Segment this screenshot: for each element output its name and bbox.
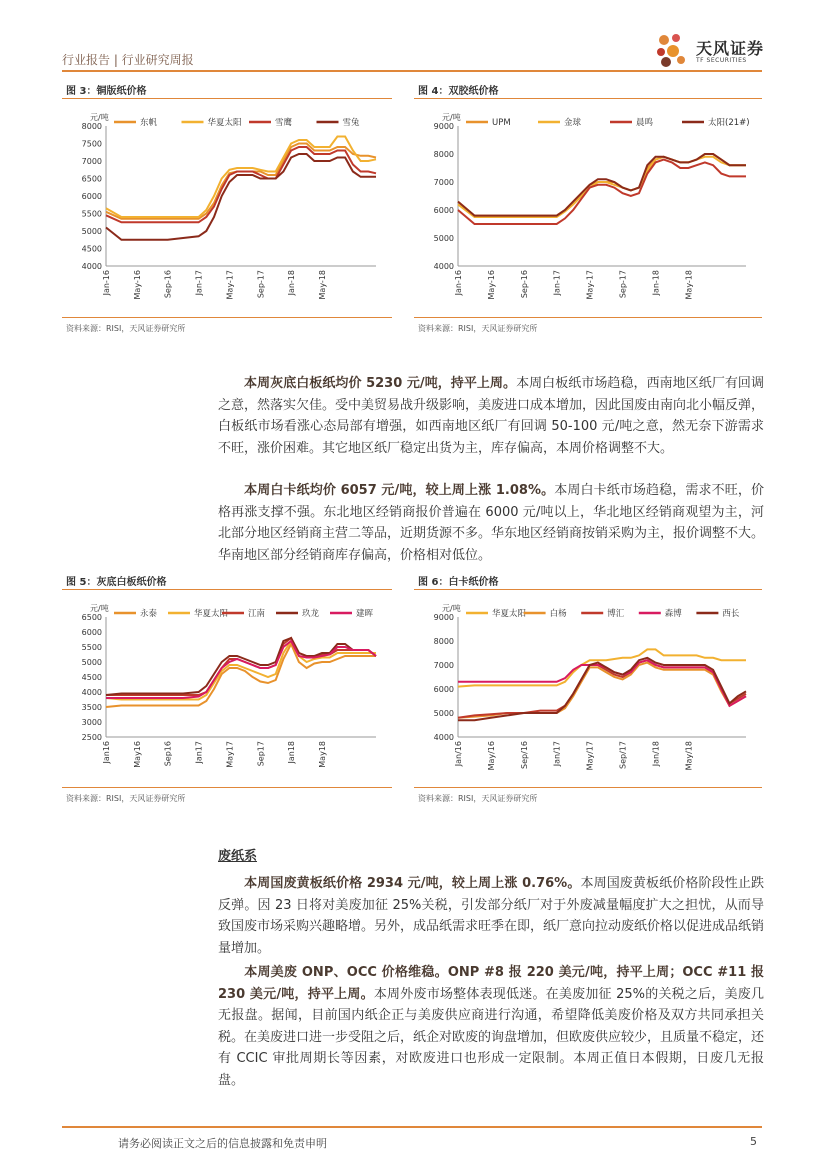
x-tick-label: May-18	[318, 270, 327, 300]
x-tick-label: May18	[318, 741, 327, 768]
footer-disclaimer: 请务必阅读正文之后的信息披露和免责申明	[118, 1137, 327, 1150]
figure-5-rule	[62, 589, 392, 590]
legend-label: 森博	[664, 609, 682, 619]
y-tick-label: 9000	[433, 122, 454, 131]
y-tick-label: 6000	[81, 628, 102, 637]
figure-3-bottom-rule	[62, 317, 392, 318]
y-tick-label: 5000	[81, 227, 102, 236]
y-tick-label: 8000	[433, 637, 454, 646]
x-tick-label: Sep17	[256, 741, 266, 767]
legend-label: 晨鸣	[636, 118, 654, 128]
y-tick-label: 7000	[433, 661, 454, 670]
y-tick-label: 6500	[81, 613, 102, 622]
series-line-2	[458, 663, 746, 718]
y-tick-label: 3500	[81, 703, 102, 712]
y-tick-label: 7000	[433, 178, 454, 187]
x-tick-label: May/17	[585, 741, 595, 771]
x-tick-label: May/18	[684, 741, 694, 771]
chart-ivory-board	[414, 595, 762, 785]
y-unit-label: 元/吨	[442, 604, 461, 613]
figure-3-rule	[62, 98, 392, 99]
y-tick-label: 9000	[433, 613, 454, 622]
y-tick-label: 3000	[81, 718, 102, 727]
figure-4-rule	[414, 98, 762, 99]
paragraph-us-waste	[218, 962, 764, 1091]
y-tick-label: 5500	[81, 643, 102, 652]
y-tick-label: 7000	[81, 157, 102, 166]
x-tick-label: May-16	[486, 270, 496, 300]
x-tick-label: Sep16	[163, 741, 173, 767]
chart-offset-paper	[414, 104, 762, 314]
x-tick-label: Sep/17	[618, 741, 628, 769]
legend-label: UPM	[492, 118, 511, 128]
paragraph-body: 本周白卡纸市场趋稳，需求不旺，价格再涨支撑不强。东北地区经销商报价普遍在 6000 元/吨以上，华北地区经销商观望为主，河北部分地区经销商主营二等品，近期货源不多。华东地区经销商按销采购为主，报价调整不大。华南地区部分经销商库存偏高，价格相对低位。	[218, 483, 765, 563]
x-tick-label: May-16	[132, 270, 142, 300]
y-unit-label: 元/吨	[90, 113, 109, 122]
legend-label: 金球	[564, 118, 582, 128]
legend-label: 江南	[248, 609, 266, 619]
x-tick-label: Jan-17	[552, 270, 562, 296]
logo-subtitle: TF SECURITIES	[696, 57, 747, 64]
legend-label: 东帆	[140, 118, 158, 128]
header-rule	[62, 70, 762, 72]
legend-label: 玖龙	[302, 609, 320, 619]
report-type: 行业报告 | 行业研究周报	[62, 53, 194, 67]
paragraph-body: 本周白板纸市场趋稳，西南地区纸厂有回调之意，然落实欠佳。受中美贸易战升级影响，美废进口成本增加，因此国废由南向北小幅反弹，白板纸市场看涨心态局部有增强，如西南地区纸厂有回调 50-100 元/吨之意，然无奈下游需求不旺，涨价困难。其它地区纸厂稳定出货为主，库存偏高，本周价格调整不大。	[218, 376, 765, 456]
y-tick-label: 6000	[433, 685, 454, 694]
series-line-2	[458, 157, 746, 217]
y-tick-label: 6000	[81, 192, 102, 201]
x-tick-label: Jan18	[287, 741, 297, 764]
x-tick-label: May-18	[684, 270, 694, 300]
paragraph-lead: 本周国废黄板纸价格 2934 元/吨，较上周上涨 0.76%。	[244, 876, 581, 891]
y-tick-label: 6500	[81, 174, 102, 184]
y-tick-label: 5000	[433, 709, 454, 718]
x-tick-label: May16	[132, 741, 142, 768]
paragraph-lead: 本周美废 ONP、OCC 价格维稳。ONP #8 报 220 美元/吨，持平上周；OCC #11 报 230 美元/吨，持平上周。	[218, 965, 764, 1002]
legend-label: 太阳(21#)	[708, 118, 750, 128]
x-tick-label: May17	[225, 741, 235, 768]
paragraph-ivory-board	[218, 480, 764, 566]
y-tick-label: 8000	[433, 150, 454, 159]
paragraph-domestic-waste	[218, 873, 764, 959]
figure-3-title: 图 3：铜版纸价格	[66, 86, 147, 97]
y-tick-label: 4000	[81, 688, 102, 697]
figure-4-source: 资料来源：RISI，天风证券研究所	[418, 324, 538, 333]
figure-4-bottom-rule	[414, 317, 762, 318]
section-heading: 废纸系	[218, 849, 258, 864]
y-tick-label: 4000	[433, 262, 454, 271]
series-line-4	[106, 154, 376, 240]
chart-grey-white-board	[62, 595, 392, 785]
x-tick-label: Jan-16	[454, 270, 463, 296]
x-tick-label: Sep-16	[519, 270, 529, 299]
figure-5-title: 图 5：灰底白板纸价格	[66, 577, 167, 588]
paragraph-body: 本周外废市场整体表现低迷。在美废加征 25%的关税之后，美废几无报盘。据闻，目前国内纸企正与美废供应商进行沟通，希望降低美废价格及双方共同承担关税。在美废进口进一步受阻之后，纸企对欧废的询盘增加，但欧废供应较少，且质量不稳定，还有 CCIC 审批周期长等因素，对欧废进口也形成一定限制。本周正值日本假期，日废几无报盘。	[218, 986, 765, 1088]
y-tick-label: 7500	[81, 139, 102, 149]
x-tick-label: May-17	[585, 270, 595, 300]
y-tick-label: 6000	[433, 206, 454, 215]
x-tick-label: Sep/16	[519, 741, 529, 769]
legend-label: 永泰	[140, 609, 158, 619]
figure-6-source: 资料来源：RISI，天风证券研究所	[418, 794, 538, 803]
figure-5-source: 资料来源：RISI，天风证券研究所	[66, 794, 186, 803]
legend-label: 雪鹰	[275, 118, 293, 128]
legend-label: 华夏太阳	[194, 609, 229, 619]
figure-6-bottom-rule	[414, 787, 762, 788]
y-unit-label: 元/吨	[442, 113, 461, 122]
y-tick-label: 4500	[81, 673, 102, 682]
y-tick-label: 4000	[81, 262, 102, 271]
legend-label: 建晖	[356, 609, 374, 619]
x-tick-label: Jan/18	[651, 741, 661, 767]
tf-logo-icon	[652, 30, 692, 70]
paragraph-body: 本周国废黄板纸价格阶段性止跌反弹。因 23 日将对美废加征 25%关税，引发部分纸厂对于外废减量幅度扩大之担忧，从而导致国废市场采购兴趣略增。另外，成品纸需求旺季在即，纸厂意向拉动废纸价格以促进成品纸销量增加。	[218, 876, 765, 956]
chart-coated-paper	[62, 104, 392, 314]
legend-label: 华夏太阳	[207, 118, 242, 128]
y-tick-label: 5000	[433, 234, 454, 243]
y-tick-label: 4000	[433, 733, 454, 742]
paragraph-whiteboard	[218, 373, 764, 459]
series-line-4	[458, 660, 746, 706]
legend-label: 白杨	[549, 609, 567, 619]
footer-rule	[62, 1126, 762, 1128]
legend-label: 西长	[722, 609, 740, 619]
x-tick-label: Sep-17	[618, 270, 628, 299]
paragraph-lead: 本周灰底白板纸均价 5230 元/吨，持平上周。	[244, 376, 517, 391]
x-tick-label: May-17	[225, 270, 235, 300]
x-tick-label: Jan16	[102, 741, 111, 764]
series-line-3	[458, 160, 746, 224]
x-tick-label: Sep-16	[163, 270, 173, 299]
figure-6-rule	[414, 589, 762, 590]
x-tick-label: Jan-18	[651, 270, 661, 296]
legend-label: 华夏太阳	[492, 609, 527, 619]
y-tick-label: 8000	[81, 122, 102, 131]
paragraph-lead: 本周白卡纸均价 6057 元/吨，较上周上涨 1.08%。	[244, 483, 555, 498]
figure-6-title: 图 6：白卡纸价格	[418, 577, 499, 588]
logo-text: 天风证券	[696, 39, 765, 58]
figure-4-title: 图 4：双胶纸价格	[418, 86, 499, 97]
y-tick-label: 2500	[81, 733, 102, 742]
y-tick-label: 4500	[81, 244, 102, 254]
x-tick-label: May/16	[486, 741, 496, 771]
legend-label: 博汇	[607, 609, 625, 619]
series-line-1	[106, 144, 376, 219]
y-tick-label: 5500	[81, 209, 102, 219]
x-tick-label: Jan-17	[194, 270, 204, 296]
page-number: 5	[750, 1135, 757, 1148]
x-tick-label: Jan-18	[287, 270, 297, 296]
x-tick-label: Jan/17	[552, 741, 562, 767]
figure-3-source: 资料来源：RISI，天风证券研究所	[66, 324, 186, 333]
x-tick-label: Sep-17	[256, 270, 266, 299]
x-tick-label: Jan17	[194, 741, 204, 764]
figure-5-bottom-rule	[62, 787, 392, 788]
x-tick-label: Jan-16	[102, 270, 111, 296]
legend-label: 雪兔	[342, 118, 360, 128]
y-tick-label: 5000	[81, 658, 102, 667]
y-unit-label: 元/吨	[90, 604, 109, 613]
x-tick-label: Jan/16	[454, 741, 463, 767]
